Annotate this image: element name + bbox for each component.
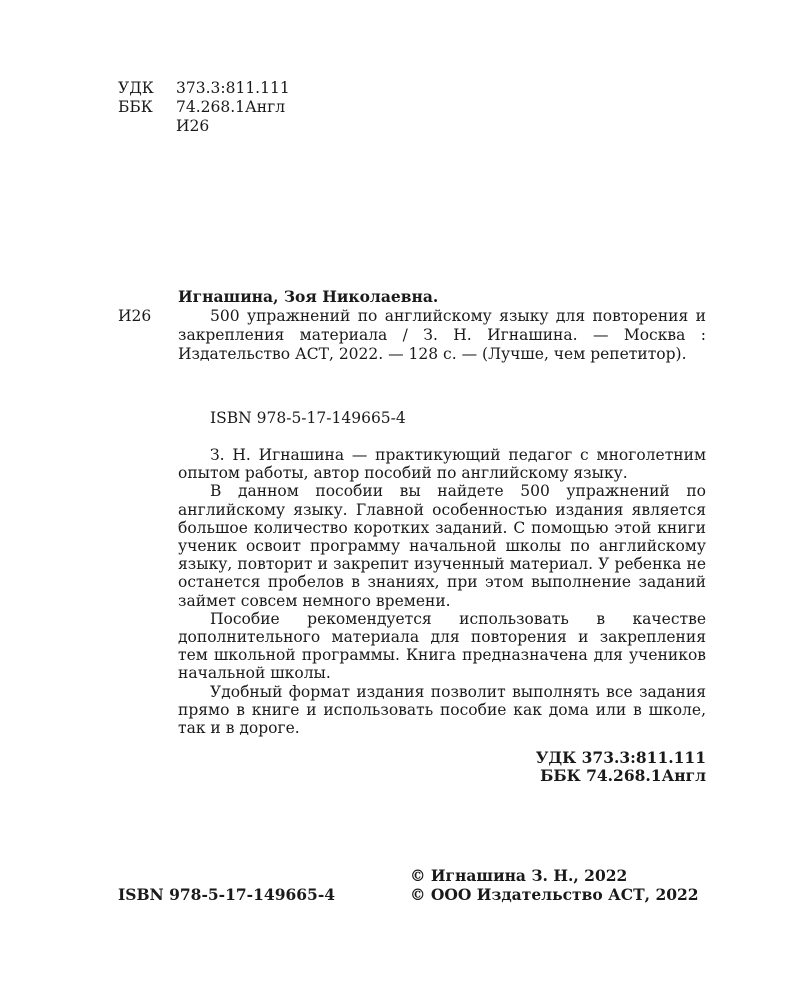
annotation: [178, 446, 706, 737]
annotation-paragraph: Пособие рекомендуется использовать в качестве дополнительного материала для повторения и закрепления тем школьной программы. Книга предназначена для учеников начальной школы.: [178, 609, 706, 683]
udk-label: УДК: [118, 79, 154, 97]
bibliographic-record: [178, 307, 706, 364]
bib-text: 500 упражнений по английскому языку для повторения и закрепления материала / З. Н. Игнашина. — Москва : Издательство АСТ, 2022. — 128 с. — (Лучше, чем репетитор).: [178, 307, 706, 363]
copyright-block: [410, 866, 699, 904]
bbk-value: 74.268.1Англ: [176, 98, 286, 116]
isbn-record: ISBN 978-5-17-149665-4: [210, 409, 406, 427]
annotation-paragraph: В данном пособии вы найдете 500 упражнений по английскому языку. Главной особенностью издания является большое количество коротких заданий. С помощью этой книги ученик освоит программу начальной школы по английскому языку, повторит и закрепит изученный материал. У ребенка не останется пробелов в знаниях, при этом выполнение заданий займет совсем немного времени.: [178, 482, 706, 610]
bbk-row: [118, 98, 290, 117]
bib-author-mark: И26: [118, 307, 152, 325]
udk-value: 373.3:811.111: [176, 79, 290, 97]
annotation-paragraph: Удобный формат издания позволит выполнять все задания прямо в книге и использовать пособие как дома или в школе, так и в дороге.: [178, 682, 706, 738]
catalog-codes: [118, 79, 290, 136]
annotation-paragraph: З. Н. Игнашина — практикующий педагог с многолетним опытом работы, автор пособий по английскому языку.: [178, 446, 706, 483]
classification-udk: УДК 373.3:811.111: [535, 748, 706, 767]
isbn-bottom: ISBN 978-5-17-149665-4: [118, 885, 336, 904]
bbk-label: ББК: [118, 98, 153, 116]
udk-row: [118, 79, 290, 98]
author-mark-row: [118, 117, 290, 136]
classification-bbk: ББК 74.268.1Англ: [540, 766, 706, 785]
author-mark: И26: [176, 117, 210, 135]
copyright-author: © Игнашина З. Н., 2022: [410, 866, 628, 885]
classification-block: [488, 749, 706, 785]
author-heading: Игнашина, Зоя Николаевна.: [178, 287, 439, 306]
copyright-publisher: © ООО Издательство АСТ, 2022: [410, 885, 699, 904]
